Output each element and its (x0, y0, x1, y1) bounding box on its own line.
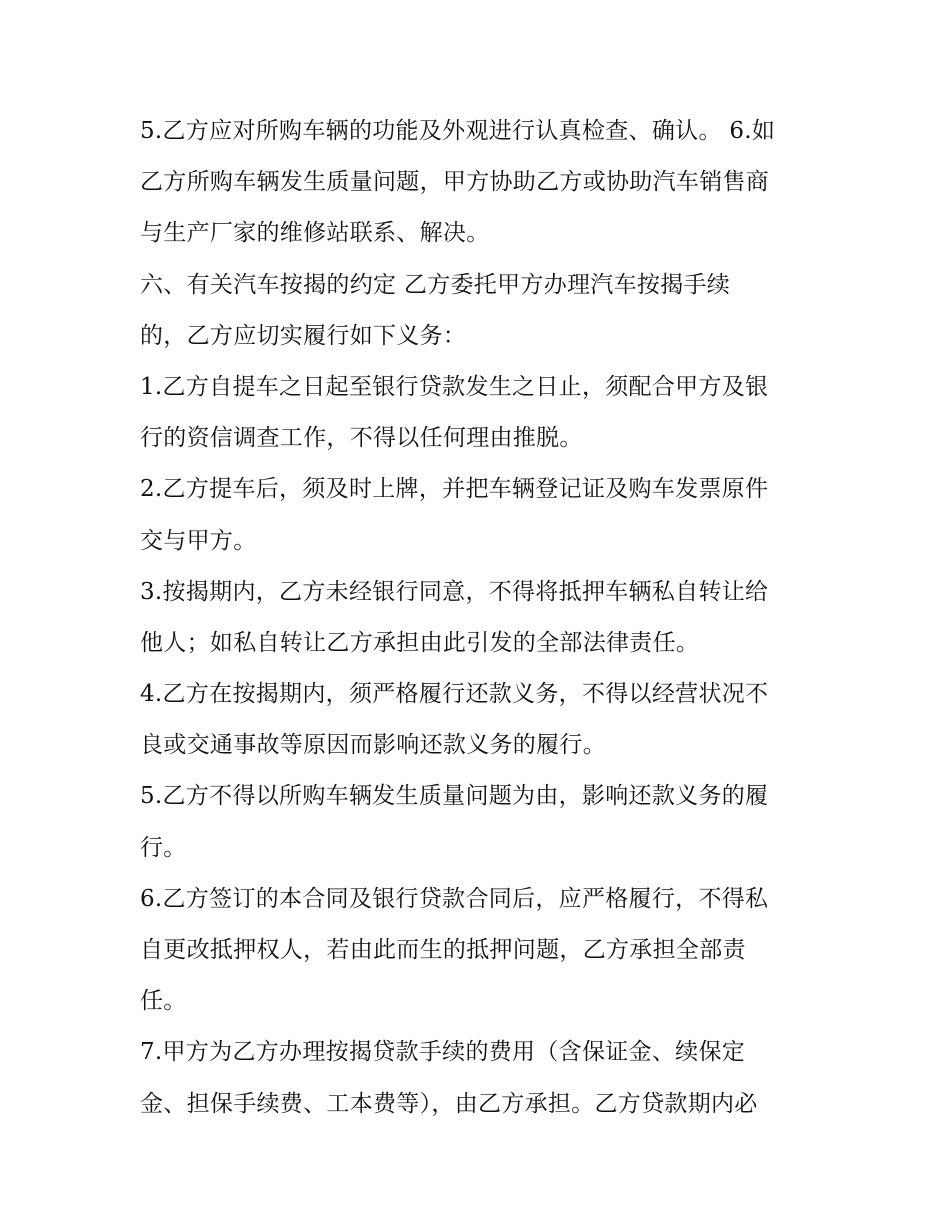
text-line: 1.乙方自提车之日起至银行贷款发生之日止，须配合甲方及银 (140, 373, 769, 400)
text-line: 行。 (140, 834, 187, 861)
text-line: 7.甲方为乙方办理按揭贷款手续的费用（含保证金、续保定 (140, 1039, 746, 1066)
text-line: 6.乙方签订的本合同及银行贷款合同后，应严格履行，不得私 (140, 885, 769, 912)
text-line: 乙方所购车辆发生质量问题，甲方协助乙方或协助汽车销售商 (140, 169, 770, 196)
document-body (140, 106, 820, 1130)
text-line: 2.乙方提车后，须及时上牌，并把车辆登记证及购车发票原件 (140, 476, 769, 503)
text-line: 任。 (140, 988, 187, 1015)
text-line: 交与甲方。 (140, 527, 257, 554)
text-line: 3.按揭期内，乙方未经银行同意，不得将抵押车辆私自转让给 (140, 578, 769, 605)
text-line: 4.乙方在按揭期内，须严格履行还款义务，不得以经营状况不 (140, 681, 769, 708)
text-line: 5.乙方应对所购车辆的功能及外观进行认真检查、确认。 6.如 (140, 118, 776, 144)
text-line: 的，乙方应切实履行如下义务： (140, 322, 467, 349)
text-line: 金、担保手续费、工本费等），由乙方承担。乙方贷款期内必 (140, 1090, 758, 1117)
text-line: 他人；如私自转让乙方承担由此引发的全部法律责任。 (140, 629, 700, 656)
text-line: 5.乙方不得以所购车辆发生质量问题为由，影响还款义务的履 (140, 783, 769, 810)
section-heading-line: 六、有关汽车按揭的约定 乙方委托甲方办理汽车按揭手续 (140, 271, 731, 298)
text-line: 自更改抵押权人，若由此而生的抵押问题，乙方承担全部责 (140, 937, 746, 963)
text-line: 与生产厂家的维修站联系、解决。 (140, 220, 490, 247)
text-line: 行的资信调查工作，不得以任何理由推脱。 (140, 425, 583, 452)
text-line: 良或交通事故等原因而影响还款义务的履行。 (140, 732, 606, 759)
